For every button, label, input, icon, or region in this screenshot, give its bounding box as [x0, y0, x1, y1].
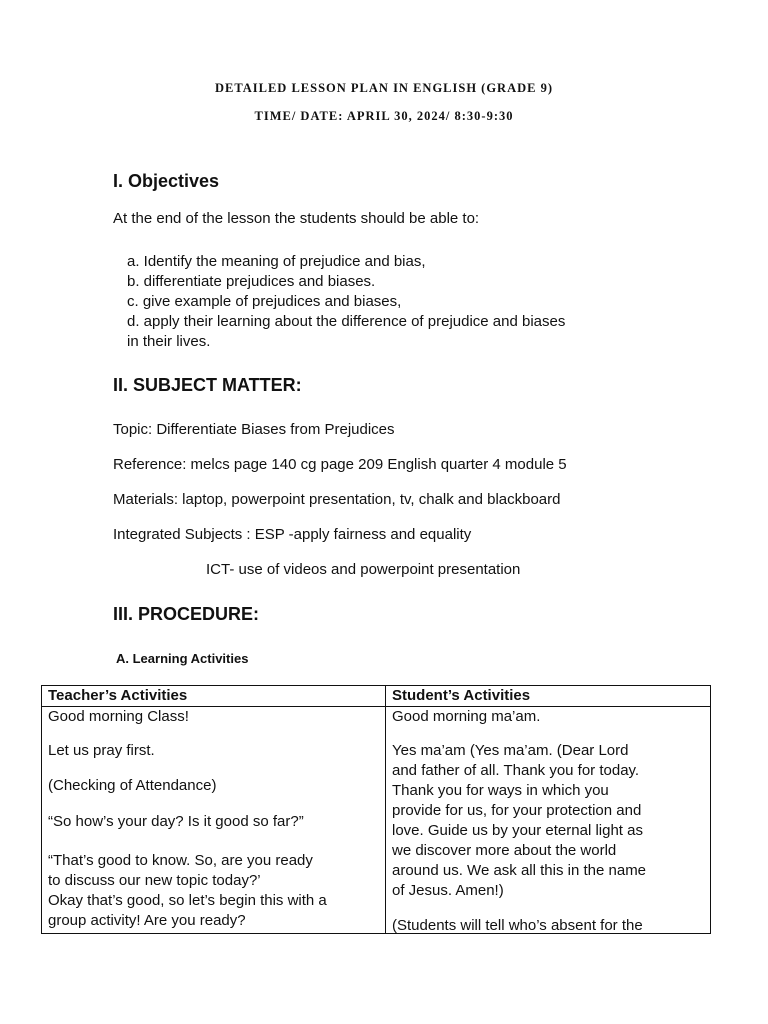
subject-matter-heading: II. SUBJECT MATTER:	[113, 375, 302, 395]
student-line: of Jesus. Amen!)	[392, 882, 504, 899]
student-line: Thank you for ways in which you	[392, 782, 609, 799]
teacher-line: “That’s good to know. So, are you ready	[48, 852, 313, 869]
teacher-activities-header: Teacher’s Activities	[42, 686, 386, 707]
objectives-heading: I. Objectives	[113, 171, 220, 191]
time-date-line: TIME/ DATE: APRIL 30, 2024/ 8:30-9:30	[254, 109, 514, 123]
learning-activities-subheading: A. Learning Activities	[116, 651, 249, 666]
objective-item: d. apply their learning about the difference of prejudice and biases	[127, 313, 566, 330]
student-line: love. Guide us by your eternal light as	[392, 822, 643, 839]
student-line: Yes ma’am (Yes ma’am. (Dear Lord	[392, 742, 629, 759]
student-line: (Students will tell who’s absent for the	[392, 917, 643, 933]
teacher-line: “So how’s your day? Is it good so far?”	[48, 813, 304, 830]
student-line: and father of all. Thank you for today.	[392, 762, 640, 779]
table-header-row	[42, 686, 711, 707]
objectives-list	[127, 252, 565, 352]
materials-line: Materials: laptop, powerpoint presentation, tv, chalk and blackboard	[113, 491, 561, 508]
teacher-line: (Checking of Attendance)	[48, 777, 217, 794]
teacher-line: Good morning Class!	[48, 708, 189, 725]
teacher-activities-cell	[42, 707, 386, 934]
student-line: around us. We ask all this in the name	[392, 862, 647, 879]
ict-line: ICT- use of videos and powerpoint presentation	[206, 561, 521, 578]
topic-line: Topic: Differentiate Biases from Prejudices	[113, 421, 395, 438]
objective-item: in their lives.	[127, 333, 211, 350]
teacher-line: Okay that’s good, so let’s begin this with a	[48, 892, 327, 909]
teacher-line: group activity! Are you ready?	[48, 912, 246, 929]
student-line: Good morning ma’am.	[392, 708, 541, 725]
teacher-line: to discuss our new topic today?’	[48, 872, 261, 889]
objective-item: c. give example of prejudices and biases,	[127, 293, 402, 310]
objective-item: b. differentiate prejudices and biases.	[127, 273, 376, 290]
reference-line: Reference: melcs page 140 cg page 209 English quarter 4 module 5	[113, 456, 567, 473]
student-line: we discover more about the world	[392, 842, 617, 859]
teacher-line: Let us pray first.	[48, 742, 155, 759]
learning-activities-table	[41, 685, 711, 934]
procedure-heading: III. PROCEDURE:	[113, 604, 260, 624]
document-title: DETAILED LESSON PLAN IN ENGLISH (GRADE 9)	[214, 81, 554, 95]
objectives-intro: At the end of the lesson the students should be able to:	[113, 210, 480, 227]
integrated-subjects-line: Integrated Subjects : ESP -apply fairness and equality	[113, 526, 472, 543]
student-activities-header: Student’s Activities	[386, 686, 711, 707]
student-activities-cell	[386, 707, 711, 934]
table-row	[42, 707, 711, 934]
student-line: provide for us, for your protection and	[392, 802, 642, 819]
objective-item: a. Identify the meaning of prejudice and bias,	[127, 253, 426, 270]
